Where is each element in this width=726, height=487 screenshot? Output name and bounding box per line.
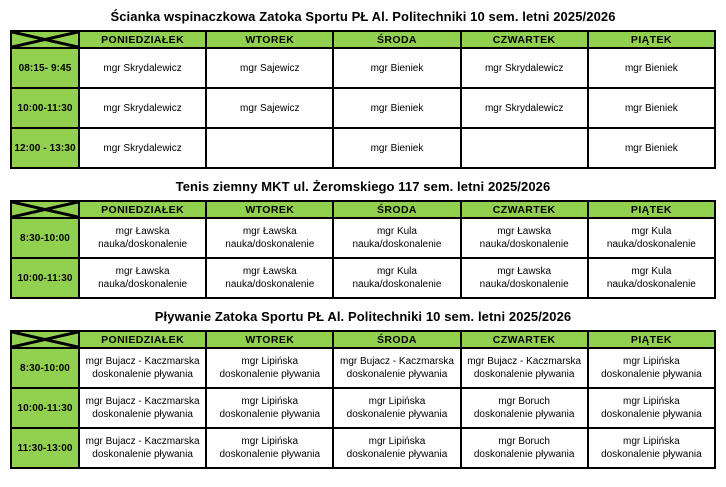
schedule-cell xyxy=(333,388,460,428)
schedule-cell xyxy=(461,128,588,168)
crossed-cell-icon xyxy=(12,332,78,347)
day-header-1: WTOREK xyxy=(206,201,333,218)
schedule-cell xyxy=(461,48,588,88)
schedule-cell xyxy=(461,258,588,298)
cell-line: doskonalenie pływania xyxy=(219,369,321,380)
schedule-cell xyxy=(79,258,206,298)
schedule-cell xyxy=(206,258,333,298)
cell-line: mgr Ławska xyxy=(497,266,552,277)
schedule-cell xyxy=(333,88,460,128)
cell-line: mgr Bieniek xyxy=(624,62,678,74)
cell-line: mgr Bujacz - Kaczmarska xyxy=(85,396,200,407)
schedule-cell xyxy=(461,218,588,258)
day-header-0: PONIEDZIAŁEK xyxy=(79,201,206,218)
schedule-cell xyxy=(79,218,206,258)
table-title-tennis: Tenis ziemny MKT ul. Żeromskiego 117 sem. letni 2025/2026 xyxy=(175,179,551,194)
time-slot-cell: 10:00-11:30 xyxy=(11,88,79,128)
cell-line: mgr Sajewicz xyxy=(240,62,300,74)
cell-line: mgr Lipińska xyxy=(241,396,299,407)
time-slot-cell: 8:30-10:00 xyxy=(11,218,79,258)
schedule-cell xyxy=(79,428,206,468)
cell-line: mgr Lipińska xyxy=(623,396,680,407)
schedule-cell xyxy=(588,348,715,388)
cell-line: mgr Bieniek xyxy=(370,142,424,154)
cell-line: mgr Bujacz - Kaczmarska xyxy=(340,356,454,367)
cell-line: doskonalenie pływania xyxy=(601,369,702,380)
cell-line: nauka/doskonalenie xyxy=(225,279,315,290)
cell-line: mgr Lipińska xyxy=(368,436,426,447)
time-slot-cell: 12:00 - 13:30 xyxy=(11,128,79,168)
schedule-cell xyxy=(588,218,715,258)
schedule-row xyxy=(11,128,715,168)
cell-line: mgr Skrydalewicz xyxy=(103,142,182,154)
schedule-cell xyxy=(206,428,333,468)
header-row xyxy=(11,331,715,348)
schedule-cell xyxy=(461,388,588,428)
cell-line: mgr Ławska xyxy=(242,226,297,237)
cell-line: mgr Kula xyxy=(376,266,417,277)
schedule-cell xyxy=(461,428,588,468)
cell-line: doskonalenie pływania xyxy=(92,369,193,380)
schedule-cell xyxy=(79,88,206,128)
schedule-cell xyxy=(79,128,206,168)
cell-line: doskonalenie pływania xyxy=(601,449,702,460)
day-header-2: ŚRODA xyxy=(333,31,460,48)
schedule-cell xyxy=(206,388,333,428)
schedule-cell xyxy=(333,348,460,388)
schedule-row xyxy=(11,348,715,388)
day-header-4: PIĄTEK xyxy=(588,331,715,348)
time-slot-cell: 10:00-11:30 xyxy=(11,388,79,428)
time-slot-cell: 10:00-11:30 xyxy=(11,258,79,298)
time-slot-cell: 8:30-10:00 xyxy=(11,348,79,388)
cell-line: doskonalenie pływania xyxy=(346,369,448,380)
cell-line: doskonalenie pływania xyxy=(219,409,321,420)
schedule-cell xyxy=(333,218,460,258)
schedule-cell xyxy=(206,348,333,388)
cell-line: mgr Lipińska xyxy=(623,356,680,367)
cell-line: nauka/doskonalenie xyxy=(98,239,188,250)
header-row xyxy=(11,31,715,48)
day-header-4: PIĄTEK xyxy=(588,31,715,48)
cell-line: mgr Bieniek xyxy=(624,142,678,154)
day-header-2: ŚRODA xyxy=(333,201,460,218)
day-header-2: ŚRODA xyxy=(333,331,460,348)
schedule-cell xyxy=(461,348,588,388)
cell-line: doskonalenie pływania xyxy=(601,409,702,420)
cell-line: doskonalenie pływania xyxy=(346,409,448,420)
cell-line: nauka/doskonalenie xyxy=(479,279,569,290)
schedule-cell xyxy=(79,48,206,88)
cell-line: mgr Bujacz - Kaczmarska xyxy=(85,356,200,367)
cell-line: mgr Sajewicz xyxy=(240,102,300,114)
schedule-row xyxy=(11,88,715,128)
cell-line: mgr Lipińska xyxy=(368,396,426,407)
crossed-corner-cell xyxy=(11,331,79,348)
cell-line: mgr Bujacz - Kaczmarska xyxy=(467,356,582,367)
schedule-cell xyxy=(206,218,333,258)
crossed-corner-cell xyxy=(11,201,79,218)
schedule-cell xyxy=(588,428,715,468)
schedule-row xyxy=(11,428,715,468)
header-row xyxy=(11,201,715,218)
cell-line: nauka/doskonalenie xyxy=(225,239,315,250)
schedule-cell xyxy=(333,128,460,168)
schedule-cell xyxy=(206,88,333,128)
cell-line: mgr Kula xyxy=(631,266,672,277)
cell-line: nauka/doskonalenie xyxy=(606,239,696,250)
schedule-cell xyxy=(333,258,460,298)
day-header-1: WTOREK xyxy=(206,331,333,348)
cell-line: nauka/doskonalenie xyxy=(606,279,696,290)
day-header-3: CZWARTEK xyxy=(461,331,588,348)
cell-line: doskonalenie pływania xyxy=(473,409,575,420)
day-header-1: WTOREK xyxy=(206,31,333,48)
day-header-3: CZWARTEK xyxy=(461,201,588,218)
cell-line: mgr Skrydalewicz xyxy=(103,62,182,74)
schedule-block-swimming xyxy=(10,299,716,469)
cell-line: nauka/doskonalenie xyxy=(98,279,188,290)
schedule-row xyxy=(11,388,715,428)
schedule-row xyxy=(11,258,715,298)
table-title-climbing-wall: Ścianka wspinaczkowa Zatoka Sportu PŁ Al. Politechniki 10 sem. letni 2025/2026 xyxy=(110,9,616,24)
table-title-swimming: Pływanie Zatoka Sportu PŁ Al. Politechniki 10 sem. letni 2025/2026 xyxy=(154,309,572,324)
cell-line: mgr Kula xyxy=(376,226,417,237)
cell-line: nauka/doskonalenie xyxy=(352,279,442,290)
day-header-3: CZWARTEK xyxy=(461,31,588,48)
schedule-cell xyxy=(588,128,715,168)
schedule-cell xyxy=(79,348,206,388)
schedule-row xyxy=(11,48,715,88)
cell-line: mgr Lipińska xyxy=(241,436,299,447)
schedule-block-tennis xyxy=(10,169,716,299)
crossed-cell-icon xyxy=(12,32,78,47)
schedule-cell xyxy=(588,388,715,428)
cell-line: mgr Boruch xyxy=(498,396,550,407)
schedule-cell xyxy=(206,128,333,168)
schedule-cell xyxy=(333,48,460,88)
schedule-table-climbing-wall xyxy=(10,30,716,169)
cell-line: doskonalenie pływania xyxy=(473,449,575,460)
schedule-block-climbing-wall xyxy=(10,0,716,169)
cell-line: doskonalenie pływania xyxy=(473,369,575,380)
crossed-cell-icon xyxy=(12,202,78,217)
cell-line: nauka/doskonalenie xyxy=(352,239,442,250)
schedule-cell xyxy=(461,88,588,128)
schedule-table-swimming xyxy=(10,330,716,469)
cell-line: mgr Lipińska xyxy=(623,436,680,447)
schedule-cell xyxy=(588,48,715,88)
cell-line: mgr Ławska xyxy=(115,266,170,277)
schedule-row xyxy=(11,218,715,258)
day-header-0: PONIEDZIAŁEK xyxy=(79,31,206,48)
cell-line: mgr Ławska xyxy=(242,266,297,277)
cell-line: mgr Lipińska xyxy=(241,356,299,367)
cell-line: mgr Bieniek xyxy=(624,102,678,114)
time-slot-cell: 08:15- 9:45 xyxy=(11,48,79,88)
cell-line: mgr Kula xyxy=(631,226,672,237)
cell-line: mgr Skrydalewicz xyxy=(103,102,182,114)
cell-line: mgr Ławska xyxy=(497,226,552,237)
cell-line: mgr Skrydalewicz xyxy=(484,62,564,74)
schedule-table-tennis xyxy=(10,200,716,299)
day-header-4: PIĄTEK xyxy=(588,201,715,218)
schedule-cell xyxy=(588,258,715,298)
day-header-0: PONIEDZIAŁEK xyxy=(79,331,206,348)
cell-line: nauka/doskonalenie xyxy=(479,239,569,250)
cell-line: mgr Ławska xyxy=(115,226,170,237)
cell-line: mgr Bujacz - Kaczmarska xyxy=(85,436,200,447)
cell-line: doskonalenie pływania xyxy=(92,409,193,420)
crossed-corner-cell xyxy=(11,31,79,48)
time-slot-cell: 11:30-13:00 xyxy=(11,428,79,468)
cell-line: mgr Bieniek xyxy=(370,102,424,114)
cell-line: doskonalenie pływania xyxy=(346,449,448,460)
cell-line: doskonalenie pływania xyxy=(219,449,321,460)
cell-line: doskonalenie pływania xyxy=(92,449,193,460)
cell-line: mgr Boruch xyxy=(498,436,550,447)
schedule-cell xyxy=(333,428,460,468)
schedule-cell xyxy=(79,388,206,428)
schedule-cell xyxy=(206,48,333,88)
schedule-cell xyxy=(588,88,715,128)
cell-line: mgr Skrydalewicz xyxy=(484,102,564,114)
cell-line: mgr Bieniek xyxy=(370,62,424,74)
